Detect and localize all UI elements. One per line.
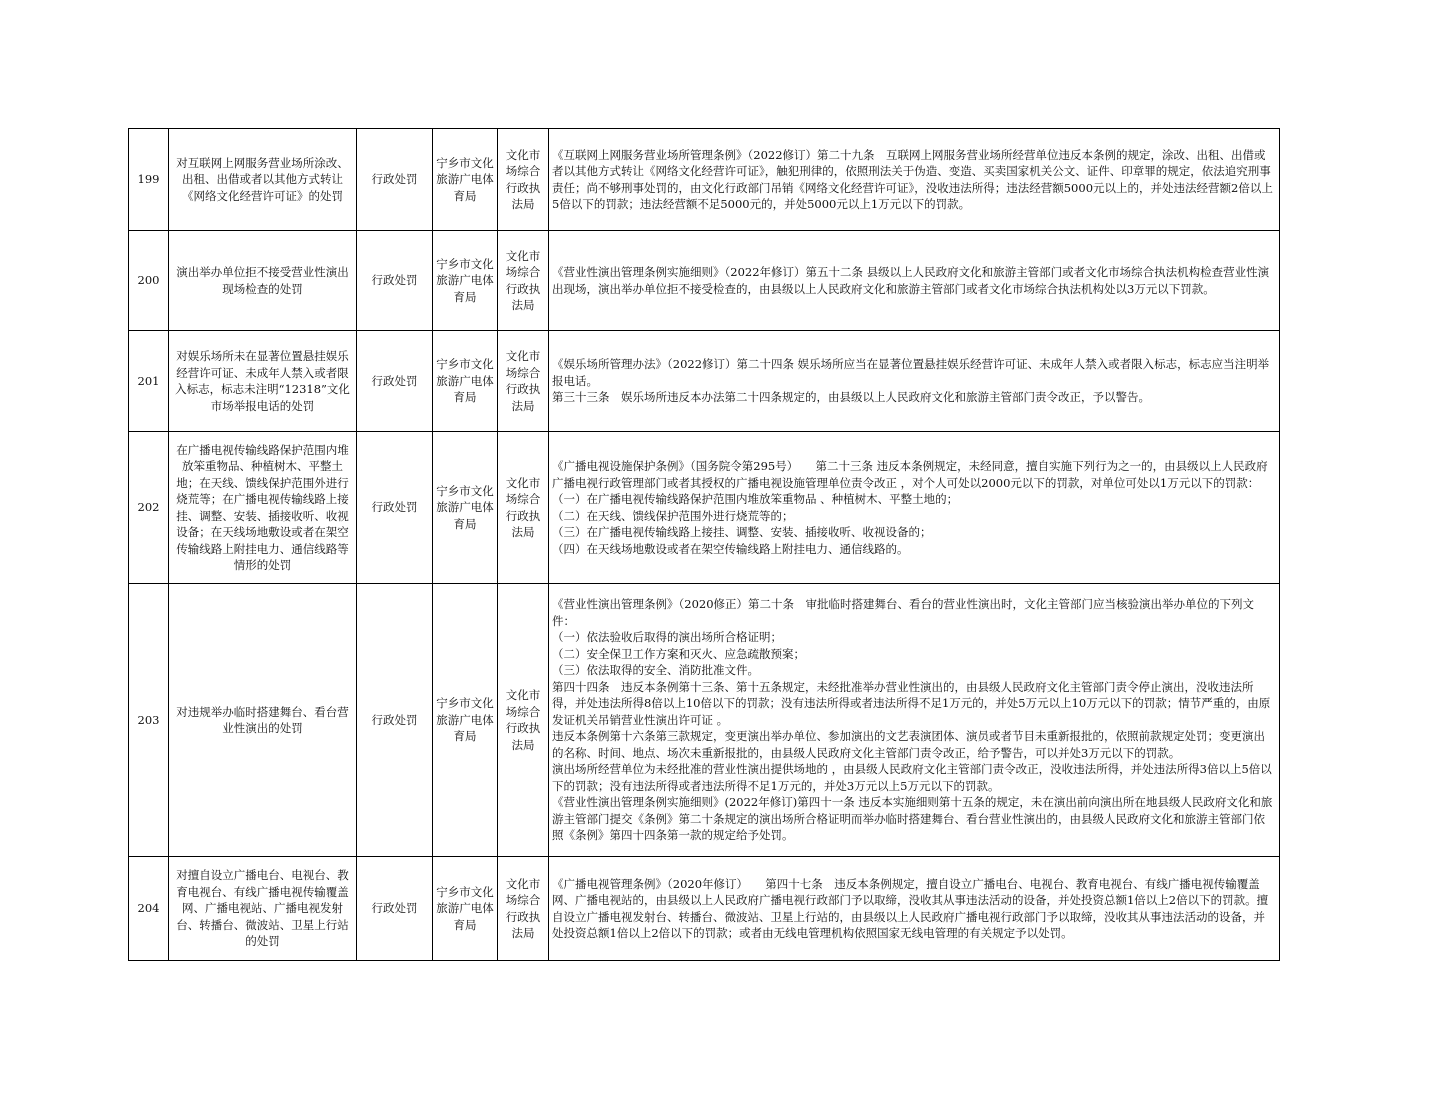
penalty-type: 行政处罚 xyxy=(357,432,433,584)
item-name: 对娱乐场所未在显著位置悬挂娱乐经营许可证、未成年人禁入或者限入标志，标志未注明“12318”文化市场举报电话的处罚 xyxy=(169,331,357,432)
row-number: 199 xyxy=(129,129,169,231)
legal-basis-paragraph: 演出场所经营单位为未经批准的营业性演出提供场地的 ，由县级人民政府文化主管部门责令改正，没收违法所得，并处违法所得3倍以上5倍以下的罚款；没有违法所得或者违法所得不足1万元的，并处3万元以上5万元以下的罚款。 xyxy=(552,762,1272,793)
legal-basis-paragraph: 《互联网上网服务营业场所管理条例》（2022修订）第二十九条 互联网上网服务营业场所经营单位违反本条例的规定，涂改、出租、出借或者以其他方式转让《网络文化经营许可证》，触犯刑律的，依照刑法关于伪造、变造、买卖国家机关公文、证件、印章罪的规定，依法追究刑事责任；尚不够刑事处罚的，由文化行政部门吊销《网络文化经营许可证》，没收违法所得；违法经营额5000元以上的，并处违法经营额2倍以上5倍以下的罚款；违法经营额不足5000元的，并处5000元以上1万元以下的罚款。 xyxy=(552,147,1273,211)
legal-basis-paragraph: 《广播电视管理条例》（2020年修订） 第四十七条 违反本条例规定，擅自设立广播电台、电视台、教育电视台、有线广播电视传输覆盖网、广播电视站的，由县级以上人民政府广播电视行政部门予以取缔，没收其从事违法活动的设备，并处投资总额1倍以上2倍以下的罚款。擅自设立广播电视发射台、转播台、微波站、卫星上行站的，由县级以上人民政府广播电视行政部门予以取缔，没收其从事违法活动的设备，并处投资总额1倍以上2倍以下的罚款；或者由无线电管理机构依照国家无线电管理的有关规定予以处罚。 xyxy=(552,876,1269,940)
responsible-department: 宁乡市文化旅游广电体育局 xyxy=(433,857,498,961)
item-name: 对互联网上网服务营业场所涂改、出租、出借或者以其他方式转让《网络文化经营许可证》的处罚 xyxy=(169,129,357,231)
table-body xyxy=(129,129,1280,961)
responsible-department: 宁乡市文化旅游广电体育局 xyxy=(433,331,498,432)
legal-basis-paragraph: （一）依法验收后取得的演出场所合格证明； xyxy=(552,630,782,645)
responsible-department: 宁乡市文化旅游广电体育局 xyxy=(433,584,498,857)
penalty-type: 行政处罚 xyxy=(357,584,433,857)
legal-basis xyxy=(549,331,1280,432)
legal-basis-paragraph: 《营业性演出管理条例实施细则》（2022年修订）第五十二条 县级以上人民政府文化和旅游主管部门或者文化市场综合执法机构检查营业性演出现场，演出举办单位拒不接受检查的，由县级以上人民政府文化和旅游主管部门或者文化市场综合执法机构处以3万元以下罚款。 xyxy=(552,265,1270,296)
penalty-type: 行政处罚 xyxy=(357,857,433,961)
legal-basis-paragraph: 《娱乐场所管理办法》（2022修订）第二十四条 娱乐场所应当在显著位置悬挂娱乐经营许可证、未成年人禁入或者限入标志，标志应当注明举报电话。 xyxy=(552,357,1270,388)
enforcement-body: 文化市场综合行政执法局 xyxy=(498,331,549,432)
enforcement-body: 文化市场综合行政执法局 xyxy=(498,231,549,331)
table-row xyxy=(129,231,1280,331)
item-name: 在广播电视传输线路保护范围内堆放笨重物品、种植树木、平整土地；在天线、馈线保护范围外进行烧荒等；在广播电视传输线路上接挂、调整、安装、插接收听、收视设备；在天线场地敷设或者在架空传输线路上附挂电力、通信线路等情形的处罚 xyxy=(169,432,357,584)
table-row xyxy=(129,129,1280,231)
legal-basis-paragraph: 《营业性演出管理条例》（2020修正）第二十条 审批临时搭建舞台、看台的营业性演出时，文化主管部门应当核验演出举办单位的下列文件： xyxy=(552,597,1255,628)
enforcement-body: 文化市场综合行政执法局 xyxy=(498,129,549,231)
legal-basis-paragraph: （二）安全保卫工作方案和灭火、应急疏散预案； xyxy=(552,646,805,661)
enforcement-body: 文化市场综合行政执法局 xyxy=(498,432,549,584)
item-name: 对擅自设立广播电台、电视台、教育电视台、有线广播电视传输覆盖网、广播电视站、广播电视发射台、转播台、微波站、卫星上行站的处罚 xyxy=(169,857,357,961)
item-name: 演出举办单位拒不接受营业性演出现场检查的处罚 xyxy=(169,231,357,331)
legal-basis-paragraph: （三）在广播电视传输线路上接挂、调整、安装、插接收听、收视设备的； xyxy=(552,525,932,539)
legal-basis-paragraph: （一）在广播电视传输线路保护范围内堆放笨重物品 、种植树木、平整土地的； xyxy=(552,492,959,506)
penalty-type: 行政处罚 xyxy=(357,331,433,432)
penalty-type: 行政处罚 xyxy=(357,129,433,231)
legal-basis-paragraph: （二）在天线、馈线保护范围外进行烧荒等的； xyxy=(552,508,794,523)
legal-basis xyxy=(549,129,1280,231)
legal-basis-paragraph: 《广播电视设施保护条例》（国务院令第295号） 第二十三条 违反本条例规定，未经同意，擅自实施下列行为之一的，由县级以上人民政府广播电视行政管理部门或者其授权的广播电视设施管理单位责令改正 ，对个人可处以2000元以下的罚款，对单位可处以1万元以下的罚款： xyxy=(552,459,1268,490)
responsible-department: 宁乡市文化旅游广电体育局 xyxy=(433,129,498,231)
legal-basis xyxy=(549,857,1280,961)
row-number: 203 xyxy=(129,584,169,857)
legal-basis-paragraph: （四）在天线场地敷设或者在架空传输线路上附挂电力、通信线路的。 xyxy=(552,541,909,556)
responsible-department: 宁乡市文化旅游广电体育局 xyxy=(433,231,498,331)
row-number: 200 xyxy=(129,231,169,331)
penalty-items-table xyxy=(128,128,1280,961)
legal-basis-paragraph: 违反本条例第十六条第三款规定，变更演出举办单位、参加演出的文艺表演团体、演员或者节目未重新报批的，依照前款规定处罚；变更演出的名称、时间、地点、场次未重新报批的，由县级人民政府文化主管部门责令改正，给予警告，可以并处3万元以下的罚款。 xyxy=(552,729,1265,760)
penalty-type: 行政处罚 xyxy=(357,231,433,331)
row-number: 201 xyxy=(129,331,169,432)
legal-basis xyxy=(549,231,1280,331)
row-number: 204 xyxy=(129,857,169,961)
legal-basis xyxy=(549,432,1280,584)
row-number: 202 xyxy=(129,432,169,584)
legal-basis-paragraph: 第三十三条 娱乐场所违反本办法第二十四条规定的，由县级以上人民政府文化和旅游主管部门责令改正，予以警告。 xyxy=(552,390,1150,405)
responsible-department: 宁乡市文化旅游广电体育局 xyxy=(433,432,498,584)
legal-basis-paragraph: 《营业性演出管理条例实施细则》(2022年修订)第四十一条 违反本实施细则第十五条的规定，未在演出前向演出所在地县级人民政府文化和旅游主管部门提交《条例》第二十条规定的演出场所合格证明而举办临时搭建舞台、看台营业性演出的，由县级人民政府文化和旅游主管部门依照《条例》第四十四条第一款的规定给予处罚。 xyxy=(552,795,1273,843)
enforcement-body: 文化市场综合行政执法局 xyxy=(498,857,549,961)
table-row xyxy=(129,584,1280,857)
legal-basis-paragraph: 第四十四条 违反本条例第十三条、第十五条规定，未经批准举办营业性演出的，由县级人民政府文化主管部门责令停止演出，没收违法所得，并处违法所得8倍以上10倍以下的罚款；没有违法所得或者违法所得不足1万元的，并处5万元以上10万元以下的罚款；情节严重的，由原发证机关吊销营业性演出许可证 。 xyxy=(552,679,1271,727)
enforcement-body: 文化市场综合行政执法局 xyxy=(498,584,549,857)
legal-basis xyxy=(549,584,1280,857)
table-row xyxy=(129,857,1280,961)
table-row xyxy=(129,432,1280,584)
legal-basis-paragraph: （三）依法取得的安全、消防批准文件。 xyxy=(552,663,759,678)
item-name: 对违规举办临时搭建舞台、看台营业性演出的处罚 xyxy=(169,584,357,857)
table-row xyxy=(129,331,1280,432)
